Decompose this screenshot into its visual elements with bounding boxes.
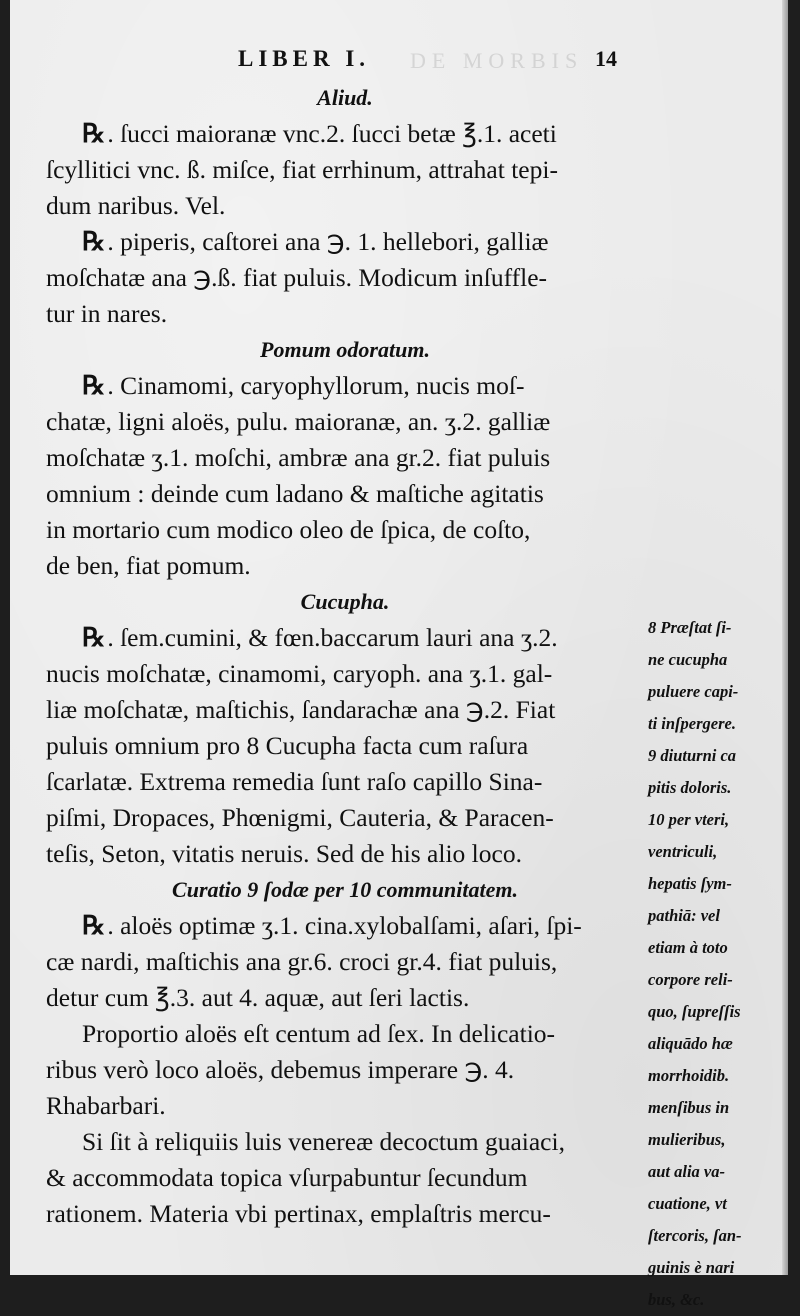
line-text: . aloës optimæ ʒ.1. cina.xylobalſami, aſari, ſpi-: [107, 911, 582, 940]
marginal-note-line: cuatione, vt: [648, 1194, 727, 1213]
line-text: Proportio aloës eſt centum ad ſex. In delicatio-: [82, 1019, 556, 1048]
marginal-note-line: aliquādo hæ: [648, 1034, 733, 1053]
text-line: cæ nardi, maſtichis ana gr.6. croci gr.4. fiat puluis,: [46, 947, 558, 976]
text-line: omnium : deinde cum ladano & maſtiche agitatis: [46, 479, 544, 508]
paragraph-first-line: [46, 1016, 644, 1052]
text-line: nucis moſchatæ, cinamomi, caryoph. ana ʒ.1. gal-: [46, 659, 553, 688]
marginal-note-line: ti inſpergere.: [648, 714, 736, 733]
paragraph-first-line: [46, 908, 644, 944]
text-line: & accommodata topica vſurpabuntur ſecundum: [46, 1163, 528, 1192]
text-line: ribus verò loco aloës, debemus imperare ℈. 4.: [46, 1055, 515, 1084]
marginal-note-line: mulieribus,: [648, 1130, 726, 1149]
marginal-note-line: 10 per vteri,: [648, 810, 730, 829]
section-heading: Cucupha.: [300, 589, 390, 614]
marginal-note-line: morrhoidib.: [648, 1066, 730, 1085]
bleed-through-text: DE MORBIS: [410, 48, 584, 73]
text-line: piſmi, Dropaces, Phœnigmi, Cauteria, & Paracen-: [46, 803, 554, 832]
paragraph-first-line: [46, 368, 644, 404]
text-line: ſcyllitici vnc. ß. miſce, fiat errhinum, attrahat tepi-: [46, 155, 558, 184]
marginal-note-line: ſtercoris, ſan-: [648, 1226, 742, 1245]
marginal-note-line: menſibus in: [648, 1098, 730, 1117]
running-head: LIBER I.: [238, 46, 371, 71]
marginal-note-line: hepatis ſym-: [648, 874, 732, 893]
marginal-note-line: 8 Præſtat ſi-: [648, 618, 732, 637]
main-text-block: [46, 80, 644, 1232]
recipe-icon: ℞: [82, 911, 106, 941]
text-line: in mortario cum modico oleo de ſpica, de coſto,: [46, 515, 531, 544]
marginal-note-line: guinis è nari: [648, 1258, 735, 1277]
marginal-notes: [648, 612, 788, 1316]
text-line: puluis omnium pro 8 Cucupha facta cum raſura: [46, 731, 529, 760]
page-header: [10, 46, 788, 76]
paragraph-first-line: [46, 620, 644, 656]
text-line: moſchatæ ana ℈.ß. fiat puluis. Modicum inſuffle-: [46, 263, 548, 292]
recipe-icon: ℞: [82, 623, 106, 653]
marginal-note-line: ventriculi,: [648, 842, 718, 861]
text-line: ſcarlatæ. Extrema remedia ſunt raſo capillo Sina-: [46, 767, 543, 796]
paragraph-first-line: [46, 224, 644, 260]
marginal-note-line: aut alia va-: [648, 1162, 725, 1181]
marginal-note-line: quo, ſupreſſis: [648, 1002, 741, 1021]
recipe-icon: ℞: [82, 119, 106, 149]
text-line: dum naribus. Vel.: [46, 191, 226, 220]
marginal-note-line: pathiā: vel: [648, 906, 720, 925]
recipe-icon: ℞: [82, 227, 106, 257]
text-line: moſchatæ ʒ.1. moſchi, ambræ ana gr.2. fiat puluis: [46, 443, 551, 472]
page-number: 14: [595, 46, 617, 71]
line-text: . ſem.cumini, & fœn.baccarum lauri ana ʒ.2.: [107, 623, 558, 652]
text-line: detur cum ℥.3. aut 4. aquæ, aut ſeri lactis.: [46, 983, 470, 1012]
section-heading: Pomum odoratum.: [260, 337, 430, 362]
line-text: . piperis, caſtorei ana ℈. 1. hellebori, galliæ: [107, 227, 549, 256]
line-text: . Cinamomi, caryophyllorum, nucis moſ-: [107, 371, 525, 400]
section-heading: Curatio 9 ſodæ per 10 communitatem.: [172, 877, 518, 902]
paragraph-first-line: [46, 116, 644, 152]
marginal-note-line: corpore reli-: [648, 970, 733, 989]
marginal-note-line: 9 diuturni ca: [648, 746, 737, 765]
book-page: [10, 0, 788, 1309]
text-line: Rhabarbari.: [46, 1091, 166, 1120]
section-heading: Aliud.: [317, 85, 373, 110]
marginal-note-line: bus, &c.: [648, 1290, 705, 1309]
marginal-note-line: etiam à toto: [648, 938, 728, 957]
text-line: liæ moſchatæ, maſtichis, ſandarachæ ana ℈.2. Fiat: [46, 695, 556, 724]
text-line: de ben, fiat pomum.: [46, 551, 251, 580]
text-line: tur in nares.: [46, 299, 168, 328]
marginal-note-line: ne cucupha: [648, 650, 728, 669]
text-line: rationem. Materia vbi pertinax, emplaſtris mercu-: [46, 1199, 551, 1228]
text-line: chatæ, ligni aloës, pulu. maioranæ, an. ʒ.2. galliæ: [46, 407, 551, 436]
marginal-note-line: pitis doloris.: [648, 778, 732, 797]
text-line: teſis, Seton, vitatis neruis. Sed de his alio loco.: [46, 839, 522, 868]
recipe-icon: ℞: [82, 371, 106, 401]
paragraph-first-line: [46, 1124, 644, 1160]
marginal-note-line: puluere capi-: [648, 682, 739, 701]
line-text: Si ſit à reliquiis luis venereæ decoctum guaiaci,: [82, 1127, 565, 1156]
line-text: . ſucci maioranæ vnc.2. ſucci betæ ℥.1. aceti: [107, 119, 557, 148]
